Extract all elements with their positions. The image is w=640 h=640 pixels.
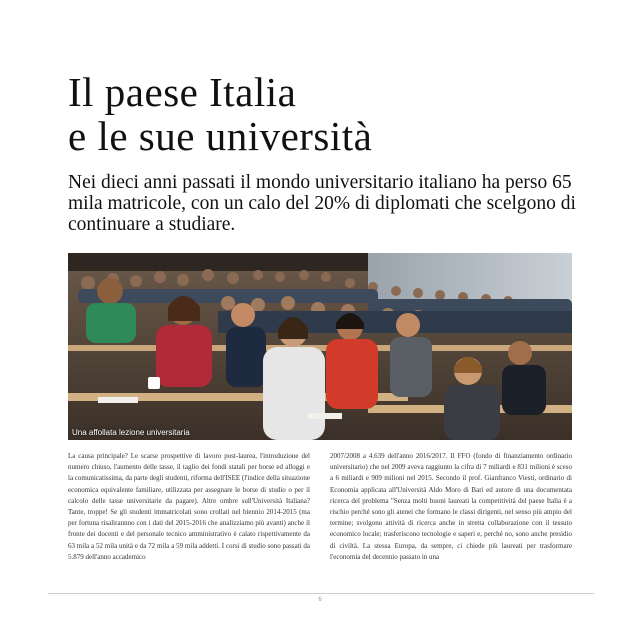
article-title [68, 70, 588, 158]
photo-caption: Una affollata lezione universitaria [72, 428, 190, 437]
body-column-left: La causa principale? Le scarse prospettive di lavoro post-laurea, l'introduzione del numero chiuso, l'aumento delle tasse, il taglio dei fondi statali per borse ed alloggi e la comunicatissima, da parte degli studenti, riforma dell'ISEE (l'indice della situazione economica equivalente familiare, utilizzata per assegnare le borse di studio o per il calcolo delle tasse universitarie da pagare). Altre ombre sull'Università Italiana? Tante, troppe! Se gli studenti immatricolati sono crollati nel biennio 2014-2015 (ma per fortuna risalirannno con i dati del 2015-2016 che analizziamo più avanti) anche il fronte dei docenti e del personale tecnico amministrativo è calato rispettivamente da 63 mila a 52 mila unità e da 72 mila a 59 mila addetti. I corsi di studio sono passati da 5.879 dell'anno accademico [68, 452, 311, 561]
body-column-right: 2007/2008 a 4.639 dell'anno 2016/2017. Il FFO (fondo di finanziamento ordinario universitario) che nel 2009 aveva raggiunto la cifra di 7 miliardi e 831 milioni è sceso a 6 miliardi e 909 milioni nel 2015. Secondo il prof. Gianfranco Viesti, ordinario di Economia applicata all'Università Aldo Moro di Bari ed autore di una documentata ricerca del problema "Senza molti buoni laureati la competitività del paese Italia è a rischio perché sono gli atenei che formano le classi dirigenti, nel senso più ampio del termine; svolgono attività di ricerca anche in stretta collaborazione con il tessuto economico locale; trasferiscono tecnologie e saperi e, perché no, sono anche presidio di civiltà. La stessa Europa, da sempre, ci chiede più laureati per trasformare l'economia del decennio passato in una [330, 452, 572, 561]
article-subtitle: Nei dieci anni passati il mondo universitario italiano ha perso 65 mila matricole, con un calo del 20% di diplomati che scelgono di continuare a studiare. [68, 172, 576, 235]
page-number: 6 [318, 597, 322, 603]
title-line-1: Il paese Italia [68, 69, 297, 115]
title-line-2: e le sue università [68, 113, 373, 159]
article-body [68, 451, 572, 563]
lecture-hall-illustration [68, 253, 572, 440]
lecture-hall-photo [68, 253, 572, 440]
footer-divider [48, 593, 594, 594]
